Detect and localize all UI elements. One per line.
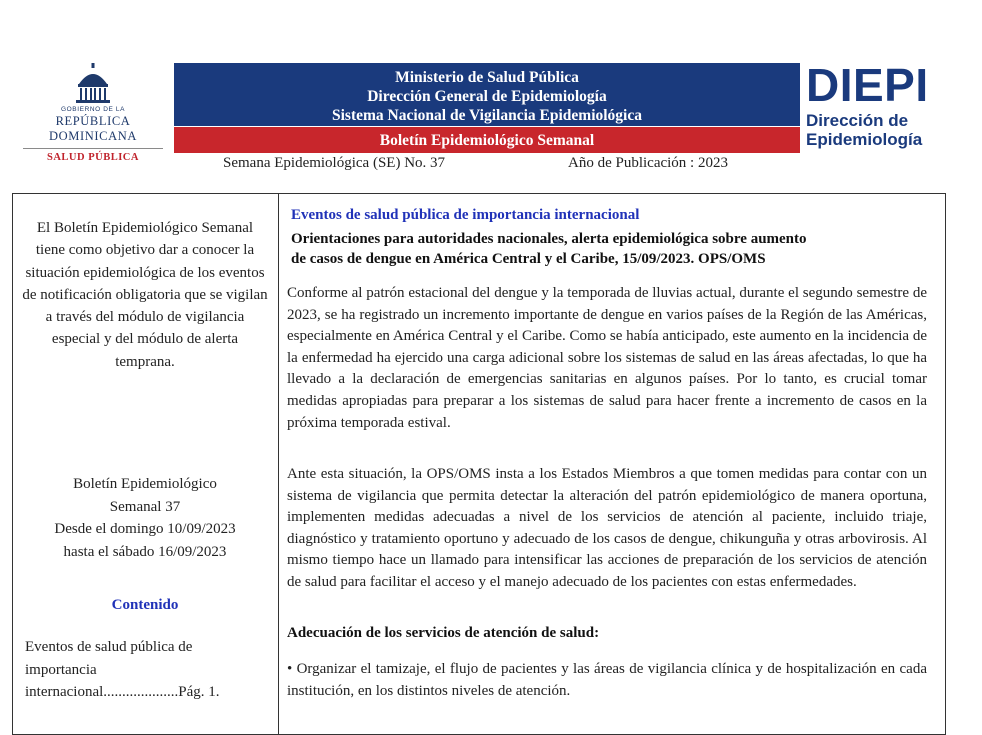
section-title: Eventos de salud pública de importancia internacional (291, 207, 640, 223)
content-frame (12, 193, 946, 735)
heading-adecuacion: Adecuación de los servicios de atención de salud: (287, 625, 600, 641)
epi-week-number: Semana Epidemiológica (SE) No. 37 (223, 155, 446, 171)
table-of-contents[interactable] (25, 636, 255, 704)
week-info-line1: Boletín Epidemiológico (73, 476, 217, 492)
header-direction: Dirección General de Epidemiología (367, 88, 607, 105)
gov-logo-divider (23, 148, 163, 149)
header-system: Sistema Nacional de Vigilancia Epidemiológica (331, 107, 642, 124)
week-info-from: Desde el domingo 10/09/2023 (54, 521, 236, 537)
diepi-acronym: DIEPI (806, 59, 929, 111)
capitol-dome-icon (73, 62, 113, 106)
contents-title: Contenido (111, 597, 179, 613)
week-info-to: hasta el sábado 16/09/2023 (63, 543, 227, 560)
gov-logo-ministry: SALUD PÚBLICA (47, 152, 139, 163)
bullet-item: • Organizar el tamizaje, el flujo de pacientes y las áreas de vigilancia clínica y de hospitalización en cada institución, en los distintos niveles de atención. (287, 661, 927, 699)
government-logo (14, 62, 172, 163)
column-divider (278, 194, 279, 734)
toc-line: importancia (25, 661, 97, 678)
article-subtitle (291, 229, 921, 269)
sidebar-intro: El Boletín Epidemiológico Semanal tiene como objetivo dar a conocer la situación epidemiológica de los eventos de notificación obligatoria que se vigilan a través del módulo de vigilancia especial y del módulo de alerta temprana. (22, 220, 268, 370)
subtitle-line1: Orientaciones para autoridades nacionales, alerta epidemiológica sobre aumento (291, 231, 807, 247)
sidebar-week-info (21, 473, 269, 563)
header-ministry: Ministerio de Salud Pública (395, 69, 579, 86)
toc-line: internacional....................Pág. 1. (25, 684, 220, 700)
week-info-line2: Semanal 37 (109, 498, 181, 515)
gov-logo-country: REPÚBLICA DOMINICANA (49, 114, 137, 143)
paragraph-2: Ante esta situación, la OPS/OMS insta a los Estados Miembros a que tomen medidas para contar con un sistema de vigilancia que permita detectar la alteración del patrón epidemiológico de manera oportuna, implementen medidas adecuadas a nivel de los servicios de atención al paciente, incluido triaje, diagnóstico y tratamiento oportuno y adecuado de los casos de dengue, chikunguña y otras arbovirosis. Al mismo tiempo hace un llamado para intensificar las acciones de preparación de los servicios de atención de salud para facilitar el acceso y el manejo adecuado de los pacientes con estas enfermedades. (287, 466, 927, 590)
diepi-sub-line1: Dirección de (806, 111, 909, 130)
publication-year: Año de Publicación : 2023 (568, 155, 728, 171)
bulletin-title: Boletín Epidemiológico Semanal (174, 127, 800, 153)
paragraph-1: Conforme al patrón estacional del dengue y la temporada de lluvias actual, durante el segundo semestre de 2023, se ha registrado un incremento importante de dengue en varios países de la Región de las Américas, especialmente en América Central y el Caribe. Como se había anticipado, este aumento en la incidencia de la enfermedad ha ejercido una carga adicional sobre los sistemas de salud en las áreas afectadas, lo que ha llevado a la declaración de emergencias sanitarias en algunos países. Por lo tanto, es crucial tomar medidas apropiadas para preparar a los sistemas de salud para hacer frente a incremento de casos en la próxima temporada estival. (287, 285, 927, 431)
gov-logo-small-text: GOBIERNO DE LA (60, 106, 126, 113)
diepi-logo (806, 59, 976, 149)
subtitle-line2: de casos de dengue en América Central y el Caribe, 15/09/2023. OPS/OMS (291, 251, 766, 267)
header-band (174, 63, 800, 126)
diepi-sub-line2: Epidemiología (806, 130, 923, 149)
toc-line: Eventos de salud pública de (25, 639, 193, 655)
